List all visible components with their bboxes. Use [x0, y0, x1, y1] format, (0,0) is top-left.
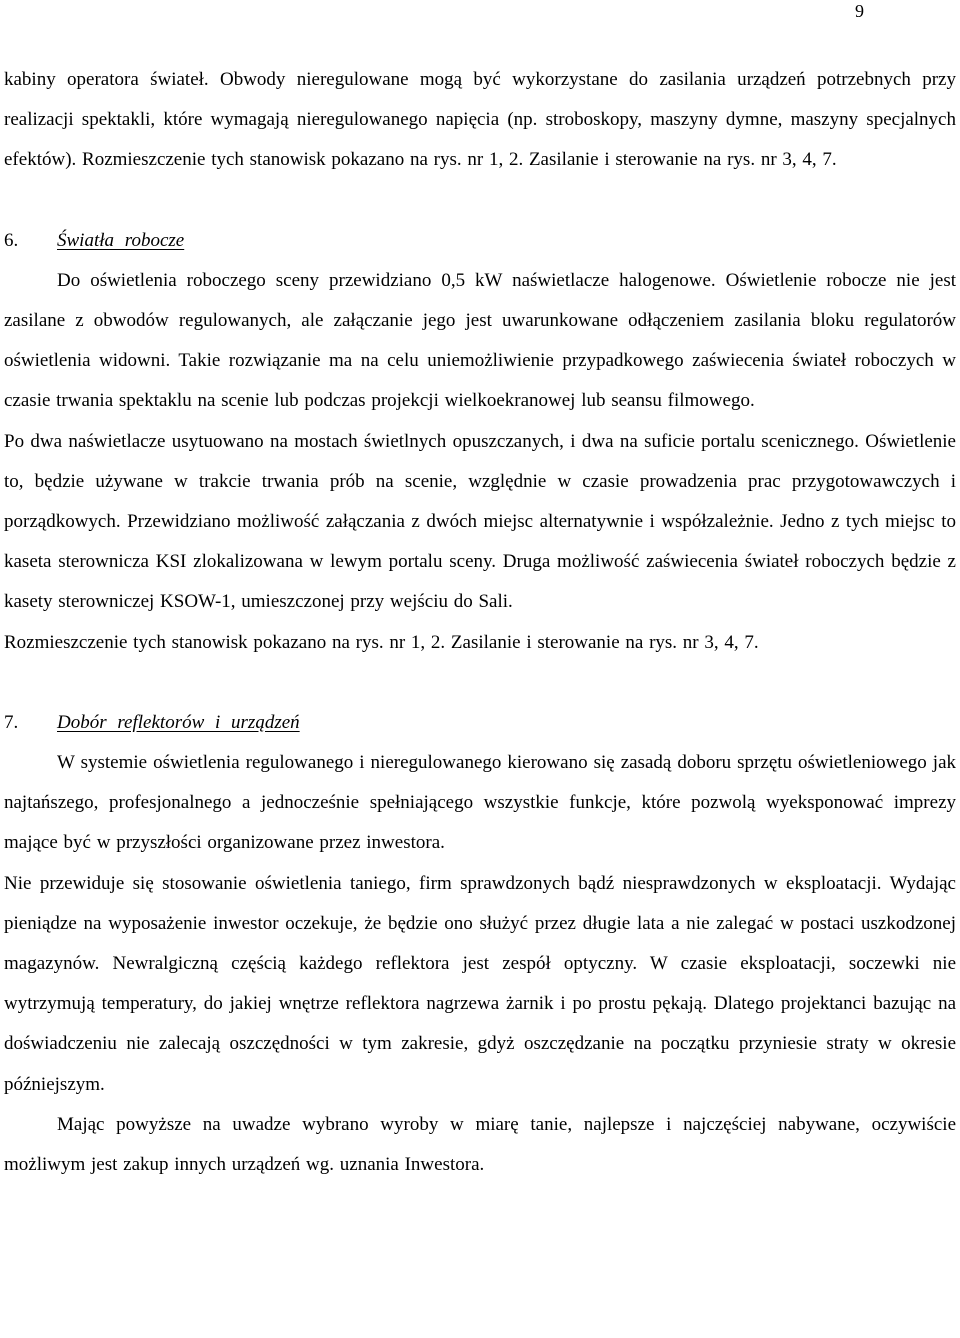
section-7-heading — [4, 703, 956, 743]
section-6-number: 6. — [4, 229, 19, 251]
section-7-title: Dobór reflektorów i urządzeń — [57, 711, 300, 733]
intro-paragraph: kabiny operatora świateł. Obwody nieregulowane mogą być wykorzystane do zasilania urządzeń potrzebnych przy realizacji spektakli, które wymagają nieregulowanego napięcia (np. stroboskopy, maszyny dymne, maszyny specjalnych efektów). Rozmieszczenie tych stanowisk pokazano na rys. nr 1, 2. Zasilanie i sterowanie na rys. nr 3, 4, 7. — [4, 69, 956, 171]
section-6-heading — [4, 221, 956, 261]
section-7-number: 7. — [4, 711, 19, 733]
section-7-paragraph-1: W systemie oświetlenia regulowanego i nieregulowanego kierowano się zasadą doboru sprzętu oświetleniowego jak najtańszego, profesjonalnego a jednocześnie spełniającego wszystkie funkcje, które pozwolą wyeksponować imprezy mające być w przyszłości organizowane przez inwestora. — [4, 752, 956, 854]
document-body — [4, 60, 956, 1185]
spacer — [4, 663, 956, 703]
section-6-paragraph-2: Po dwa naświetlacze usytuowano na mostach świetlnych opuszczanych, i dwa na suficie portalu scenicznego. Oświetlenie to, będzie używane w trakcie trwania prób na scenie, względnie w czasie prowadzenia prac przygotowawczych i porządkowych. Przewidziano możliwość załączania z dwóch miejsc alternatywnie i współzależnie. Jedno z tych miejsc to kaseta sterownicza KSI zlokalizowana w lewym portalu sceny. Druga możliwość zaświecenia świateł roboczych będzie z kasety sterowniczej KSOW-1, umieszczonej przy wejściu do Sali. — [4, 430, 956, 613]
section-6-title: Światła robocze — [57, 229, 185, 251]
section-7-paragraph-3: Mając powyższe na uwadze wybrano wyroby w miarę tanie, najlepsze i najczęściej nabywane, oczywiście możliwym jest zakup innych urządzeń wg. uznania Inwestora. — [4, 1113, 956, 1176]
page-number: 9 — [855, 1, 864, 21]
spacer — [4, 181, 956, 221]
section-6-paragraph-1: Do oświetlenia roboczego sceny przewidziano 0,5 kW naświetlacze halogenowe. Oświetlenie robocze nie jest zasilane z obwodów regulowanych, ale załączanie jego jest uwarunkowane odłączeniem zasilania bloku regulatorów oświetlenia widowni. Takie rozwiązanie ma na celu uniemożliwienie przypadkowego zaświecenia świateł roboczych w czasie trwania spektaklu na scenie lub podczas projekcji wielkoekranowej lub seansu filmowego. — [4, 269, 956, 412]
section-6-paragraph-3: Rozmieszczenie tych stanowisk pokazano na rys. nr 1, 2. Zasilanie i sterowanie na rys. nr 3, 4, 7. — [4, 631, 759, 653]
section-7-paragraph-2: Nie przewiduje się stosowanie oświetlenia taniego, firm sprawdzonych bądź niesprawdzonych w eksploatacji. Wydając pieniądze na wyposażenie inwestor oczekuje, że będzie ono służyć przez długie lata a nie zalegać w postaci uszkodzonej magazynów. Newralgiczną częścią każdego reflektora jest zespół optyczny. W czasie eksploatacji, soczewki nie wytrzymują temperatury, do jakiej wnętrze reflektora nagrzewa żarnik i po prostu pękają. Dlatego projektanci bazując na doświadczeniu nie zalecają oszczędności w tym zakresie, gdyż oszczędzanie na początku przyniesie straty w okresie późniejszym. — [4, 872, 956, 1095]
